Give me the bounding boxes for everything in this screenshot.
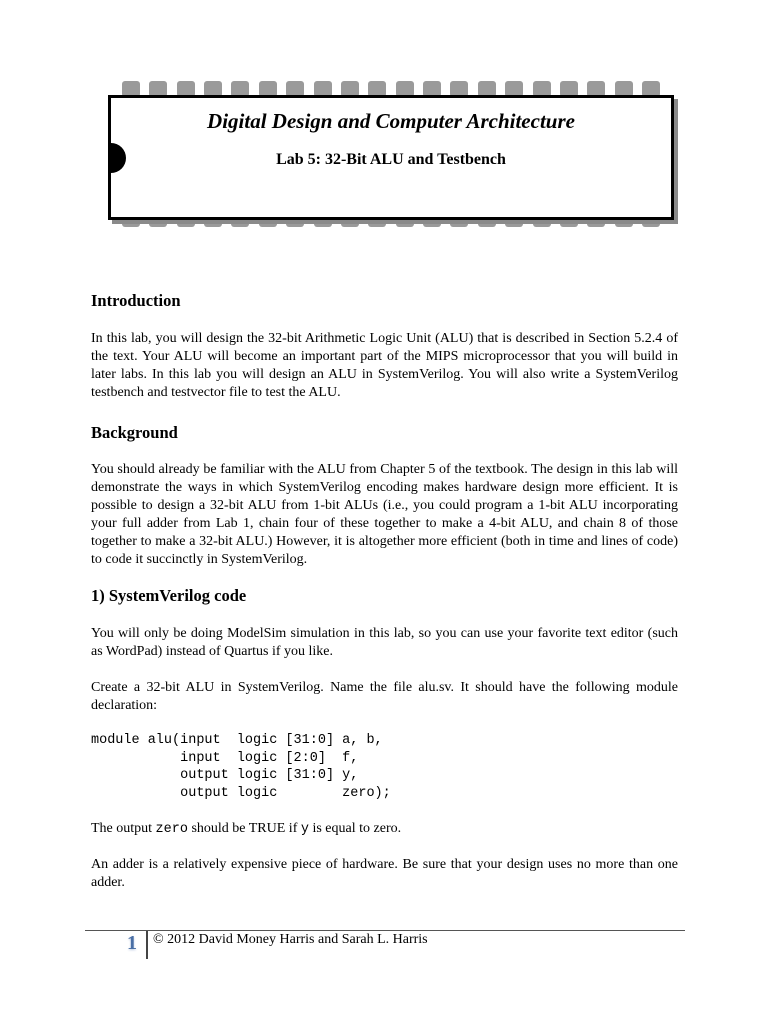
footer-rule <box>85 930 685 931</box>
document-title: Digital Design and Computer Architecture <box>207 109 575 133</box>
zero-text-b: should be TRUE if <box>187 821 301 836</box>
document-subtitle: Lab 5: 32-Bit ALU and Testbench <box>276 151 506 168</box>
heading-introduction: Introduction <box>91 291 181 310</box>
footer-divider <box>146 931 148 959</box>
paragraph-introduction: In this lab, you will design the 32-bit Arithmetic Logic Unit (ALU) that is described in Section 5.2.4 of the text. Your ALU will become an important part of the MIPS microprocessor that you will build in later labs. In this lab you will design an ALU in SystemVerilog. You will also write a SystemVerilog testbench and testvector file to test the ALU. <box>91 331 678 400</box>
y-code: y <box>300 822 309 837</box>
footer-copyright: © 2012 David Money Harris and Sarah L. Harris <box>153 932 428 947</box>
title-chip <box>108 81 674 227</box>
paragraph-adder: An adder is a relatively expensive piece of hardware. Be sure that your design uses no more than one adder. <box>91 857 678 890</box>
paragraph-sv-create: Create a 32-bit ALU in SystemVerilog. Name the file alu.sv. It should have the following module declaration: <box>91 680 678 713</box>
paragraph-zero-output <box>91 820 678 839</box>
page-number: 1 <box>127 932 137 954</box>
code-module-declaration: module alu(input logic [31:0] a, b, input logic [2:0] f, output logic [31:0] y, output logic zero); <box>91 733 391 802</box>
heading-systemverilog: 1) SystemVerilog code <box>91 586 247 605</box>
zero-code: zero <box>155 822 188 837</box>
paragraph-sv-editor: You will only be doing ModelSim simulation in this lab, so you can use your favorite text editor (such as WordPad) instead of Quartus if you like. <box>91 626 678 659</box>
heading-background: Background <box>91 423 178 442</box>
zero-text-a: The output <box>91 821 156 836</box>
zero-text-c: is equal to zero. <box>308 821 402 836</box>
paragraph-background: You should already be familiar with the ALU from Chapter 5 of the textbook. The design in this lab will demonstrate the ways in which SystemVerilog encoding makes hardware design more efficient. It is possible to design a 32-bit ALU from 1-bit ALUs (i.e., you could program a 1-bit ALU incorporating your full adder from Lab 1, chain four of these together to make a 4-bit ALU, and chain 8 of those together to make a 32-bit ALU.) However, it is altogether more efficient (both in time and lines of code) to code it succinctly in SystemVerilog. <box>91 462 678 567</box>
chip-body <box>108 95 674 220</box>
